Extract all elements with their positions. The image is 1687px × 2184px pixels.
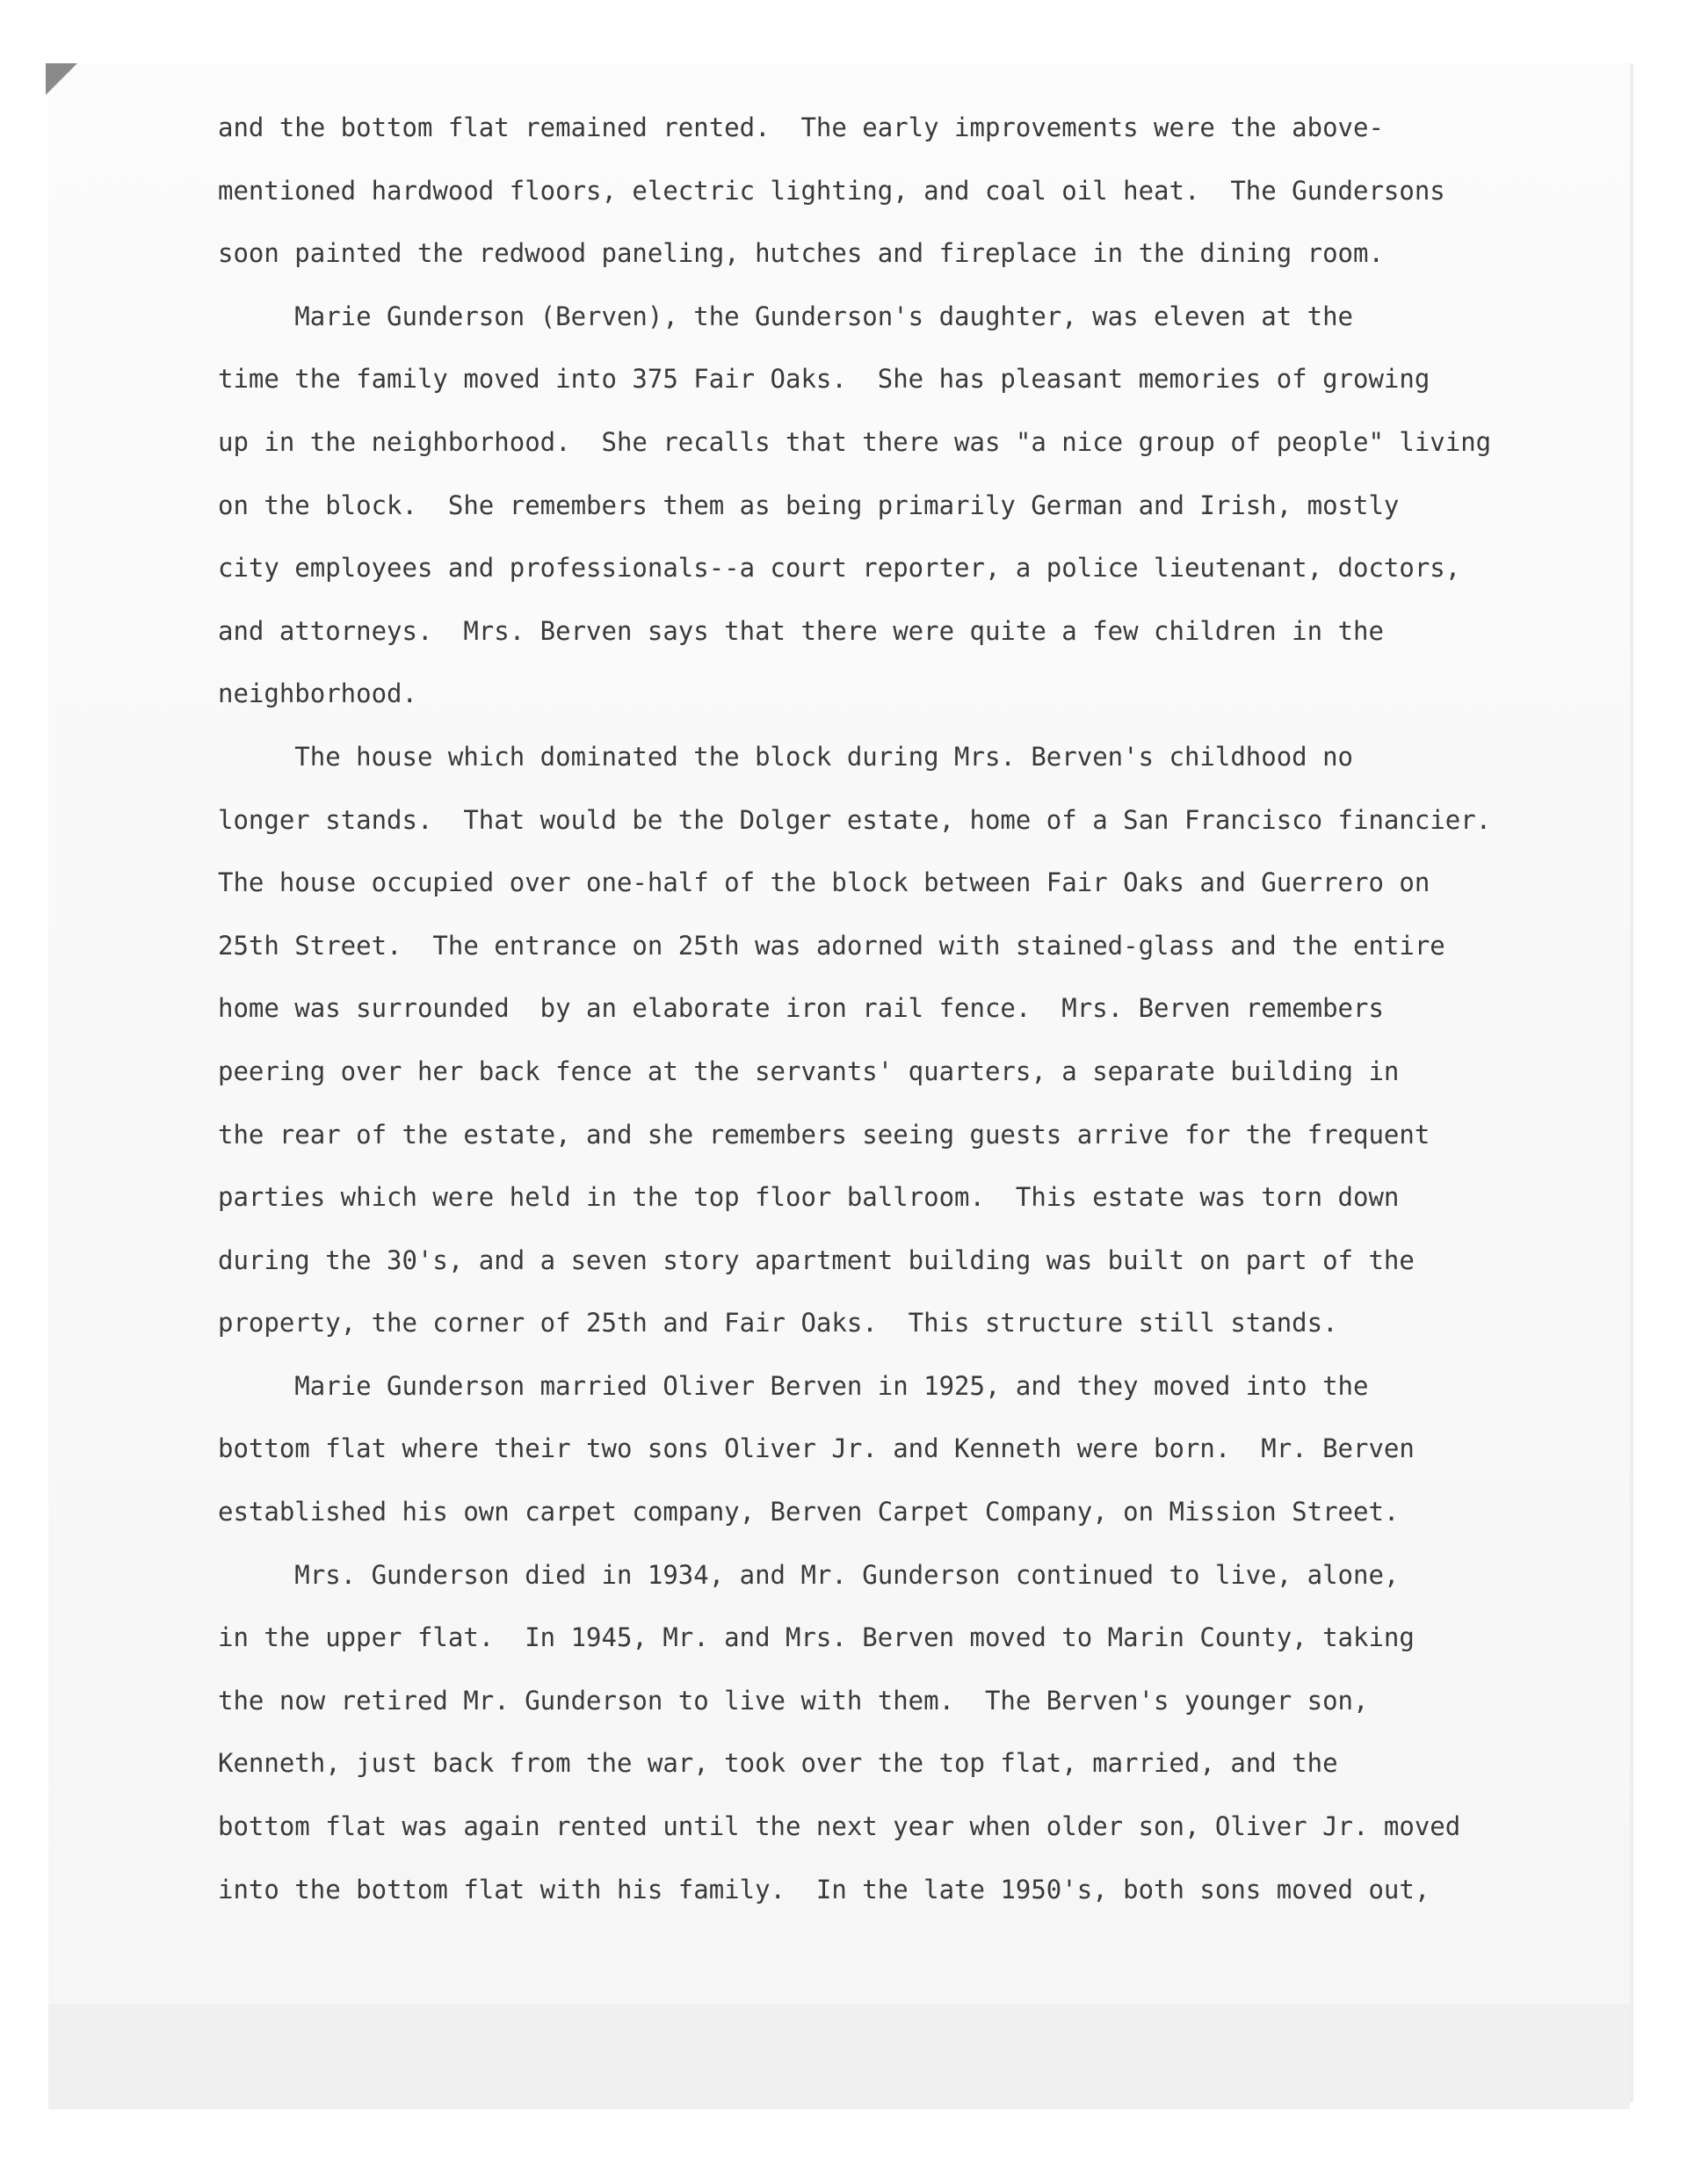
page-bottom-shadow	[48, 2004, 1630, 2109]
text-line: and the bottom flat remained rented. The early improvements were the above-	[218, 112, 1384, 142]
text-line: established his own carpet company, Berven Carpet Company, on Mission Street.	[218, 1497, 1400, 1527]
text-line: neighborhood.	[218, 678, 417, 709]
text-line: The house occupied over one-half of the block between Fair Oaks and Guerrero on	[218, 867, 1430, 898]
text-line: into the bottom flat with his family. In the late 1950's, both sons moved out,	[218, 1874, 1430, 1905]
text-line: bottom flat was again rented until the next year when older son, Oliver Jr. moved	[218, 1811, 1461, 1842]
text-line: soon painted the redwood paneling, hutches and fireplace in the dining room.	[218, 238, 1384, 269]
text-line: the rear of the estate, and she remembers seeing guests arrive for the frequent	[218, 1119, 1430, 1150]
typewritten-text	[218, 97, 1589, 1921]
text-line: longer stands. That would be the Dolger estate, home of a San Francisco financier.	[218, 804, 1492, 835]
text-line: the now retired Mr. Gunderson to live with them. The Berven's younger son,	[218, 1685, 1369, 1716]
text-line: in the upper flat. In 1945, Mr. and Mrs. Berven moved to Marin County, taking	[218, 1622, 1415, 1653]
text-line: home was surrounded by an elaborate iron rail fence. Mrs. Berven remembers	[218, 993, 1384, 1024]
text-line: city employees and professionals--a court reporter, a police lieutenant, doctors,	[218, 553, 1461, 584]
text-line: Marie Gunderson (Berven), the Gunderson's daughter, was eleven at the	[218, 301, 1354, 331]
text-line: Mrs. Gunderson died in 1934, and Mr. Gunderson continued to live, alone,	[218, 1559, 1400, 1590]
text-line: 25th Street. The entrance on 25th was adorned with stained-glass and the entire	[218, 930, 1445, 961]
text-line: Marie Gunderson married Oliver Berven in 1925, and they moved into the	[218, 1370, 1369, 1401]
text-line: up in the neighborhood. She recalls that there was "a nice group of people" living	[218, 426, 1492, 457]
text-line: during the 30's, and a seven story apartment building was built on part of the	[218, 1244, 1415, 1275]
text-line: property, the corner of 25th and Fair Oaks. This structure still stands.	[218, 1308, 1338, 1339]
text-line: peering over her back fence at the servants' quarters, a separate building in	[218, 1056, 1400, 1086]
text-line: and attorneys. Mrs. Berven says that there were quite a few children in the	[218, 615, 1384, 646]
text-line: parties which were held in the top floor ballroom. This estate was torn down	[218, 1182, 1400, 1213]
text-line: mentioned hardwood floors, electric lighting, and coal oil heat. The Gundersons	[218, 175, 1445, 206]
page-corner-mark	[46, 63, 77, 95]
text-line: time the family moved into 375 Fair Oaks. She has pleasant memories of growing	[218, 364, 1430, 395]
text-line: bottom flat where their two sons Oliver Jr. and Kenneth were born. Mr. Berven	[218, 1433, 1415, 1464]
text-line: on the block. She remembers them as being primarily German and Irish, mostly	[218, 490, 1400, 520]
text-line: Kenneth, just back from the war, took over the top flat, married, and the	[218, 1748, 1338, 1779]
text-line: The house which dominated the block during Mrs. Berven's childhood no	[218, 741, 1354, 772]
